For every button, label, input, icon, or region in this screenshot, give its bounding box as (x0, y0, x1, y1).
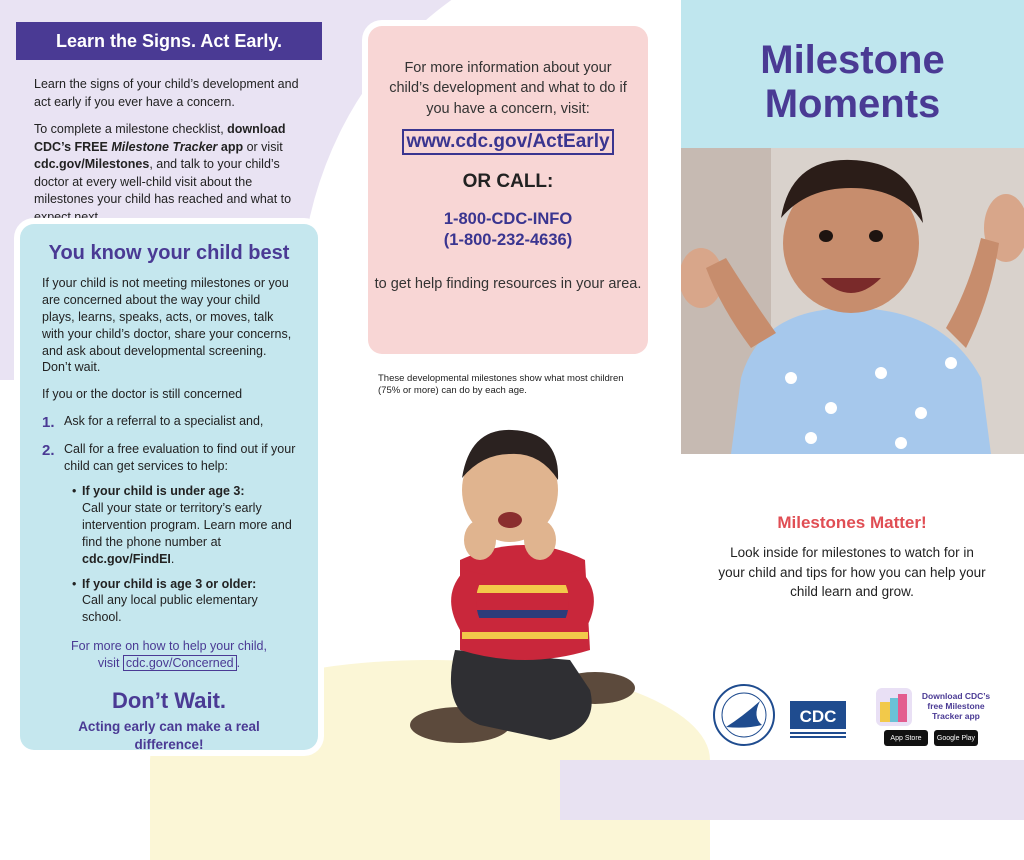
phone-numbers (368, 209, 648, 250)
numbered-item-1 (42, 413, 296, 433)
card-paragraph-2: If you or the doctor is still concerned (42, 387, 243, 402)
milestones-link[interactable]: cdc.gov/Milestones (34, 157, 150, 171)
banner: Learn the Signs. Act Early. (16, 22, 322, 60)
findei-link[interactable]: cdc.gov/FindEI (82, 551, 171, 566)
item-2-text: Call for a free evaluation to find out if your child can get services to help: (64, 442, 296, 474)
app-promo-text (916, 692, 996, 721)
toddler-photo (400, 420, 650, 770)
dont-wait-heading: Don’t Wait. (111, 687, 227, 713)
act-early-link[interactable]: www.cdc.gov/ActEarly (402, 129, 613, 155)
intro-p2-a: To complete a milestone checklist, (34, 122, 228, 136)
intro-paragraph-1: Learn the signs of your child’s development and act early if you ever have a concern. (34, 77, 299, 109)
cdc-logo-icon (790, 701, 846, 741)
bullet-item (72, 576, 296, 627)
more-info (42, 638, 296, 672)
contact-info-text: For more information about your child’s development and what to do if you have a concern, visit: (389, 60, 627, 117)
milestone-tracker-app-icon (876, 688, 912, 726)
bullet-1-head: If your child is under age 3: (82, 484, 245, 499)
bullet-list (72, 483, 296, 626)
bullet-2-head: If your child is age 3 or older: (82, 576, 257, 591)
or-call-label: OR CALL: (462, 170, 554, 192)
phone-2[interactable]: (1-800-232-4636) (443, 230, 573, 249)
contact-card (368, 26, 648, 354)
hhs-seal-icon (712, 683, 776, 747)
bullet-2-body: Call any local public elementary school. (82, 593, 258, 625)
intro-text (34, 76, 314, 236)
more-line-b: visit (97, 656, 120, 670)
intro-p2-d: app (217, 139, 244, 154)
intro-p2-g: , and talk to your child’s doctor at every well-child visit about the milestones your child has reached and what to expect next. (34, 157, 292, 224)
intro-p2-c: Milestone Tracker (111, 139, 218, 154)
card-paragraph-1: If your child is not meeting milestones or you are concerned about the way your child plays, learns, speaks, acts, or moves, talk with your child’s doctor, share your concerns, and ask about developmental screening. Don’t wait. (42, 276, 292, 375)
know-your-child-card (20, 224, 318, 750)
intro-paragraph-2 (34, 121, 314, 226)
baby-illustration (681, 148, 1024, 454)
intro-p2-b: download CDC’s FREE (34, 122, 286, 154)
milestone-note: These developmental milestones show what most children (75% or more) can do by each age. (378, 373, 624, 397)
intro-p2-e: or visit (243, 139, 283, 154)
title-line-2: Moments (764, 82, 941, 126)
google-play-badge[interactable]: Google Play (934, 730, 978, 746)
milestones-matter-heading: Milestones Matter! (777, 513, 927, 532)
title-line-1: Milestone (760, 38, 945, 82)
bullet-item (72, 483, 296, 567)
more-line-a: For more on how to help your child, (71, 639, 267, 654)
baby-photo (681, 148, 1024, 454)
item-1-text: Ask for a referral to a specialist and, (64, 414, 264, 429)
app-line-1: Download CDC’s (921, 691, 991, 701)
phone-1[interactable]: 1-800-CDC-INFO (443, 209, 573, 228)
numbered-item-2 (42, 441, 296, 475)
number-1: 1. (42, 414, 55, 432)
app-line-3: Tracker app (932, 710, 980, 721)
app-icon-graphic (876, 688, 912, 726)
app-promo (876, 688, 996, 748)
concerned-link[interactable]: cdc.gov/Concerned (123, 655, 237, 671)
number-2: 2. (42, 442, 55, 460)
cdc-logo-text: CDC (799, 707, 837, 726)
app-store-badge[interactable]: App Store (884, 730, 928, 746)
bullet-1-body: Call your state or territory’s early intervention program. Learn more and find the phone number at (82, 501, 292, 549)
milestones-matter-text: Look inside for milestones to watch for in your child and tips for how you can help your child learn and grow. (718, 545, 986, 600)
bullet-1-end: . (170, 551, 175, 566)
help-text: to get help finding resources in your area. (374, 276, 642, 293)
app-line-2: free Milestone (927, 700, 985, 711)
card-title: You know your child best (48, 242, 290, 264)
more-end: . (236, 656, 241, 670)
acting-early-tagline: Acting early can make a real difference! (78, 718, 260, 752)
